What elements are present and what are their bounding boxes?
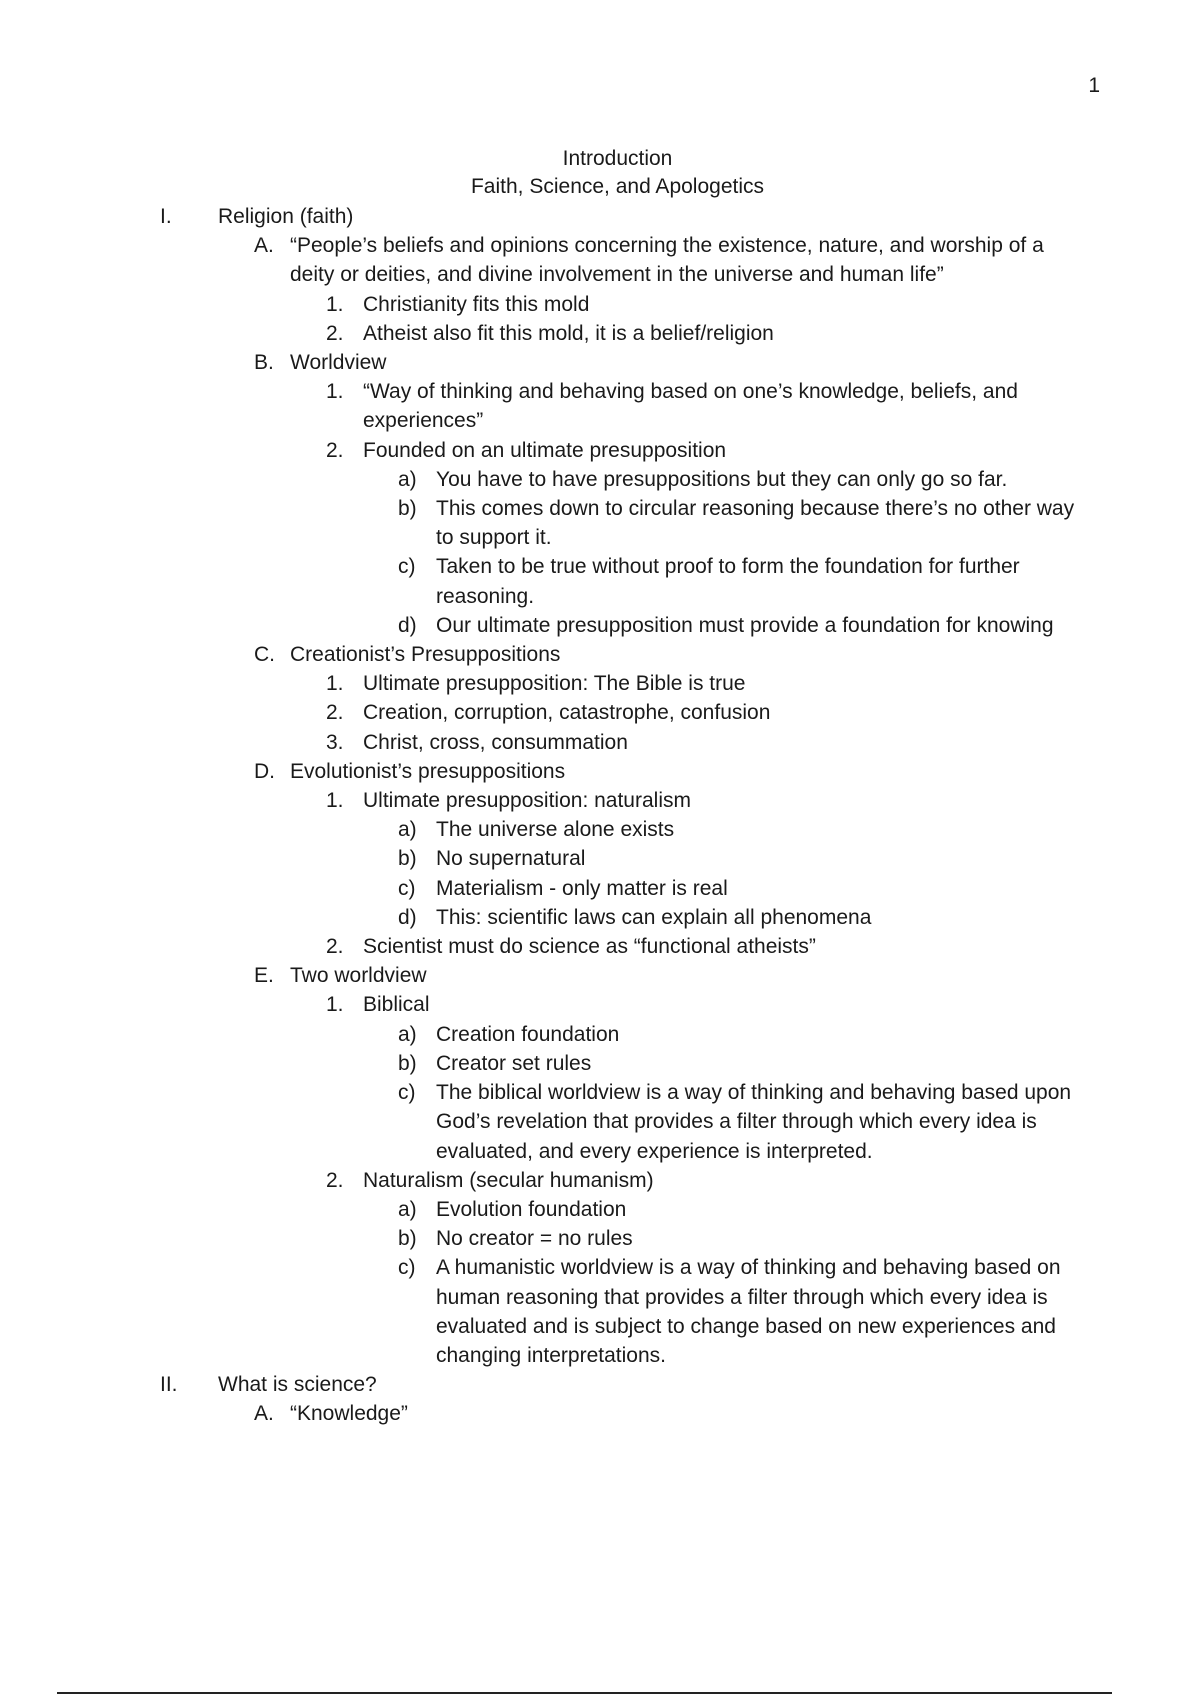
outline-text: Religion (faith) <box>218 205 354 228</box>
outline-item <box>0 231 1200 289</box>
outline-item <box>0 436 1200 465</box>
outline-text: The universe alone exists <box>436 818 675 842</box>
outline-marker: D. <box>254 759 275 783</box>
outline-list <box>0 202 1200 1429</box>
outline-text: Biblical <box>363 993 430 1017</box>
outline-text: Our ultimate presupposition must provide a foundation for knowing <box>436 613 1054 637</box>
outline-item <box>0 757 1200 786</box>
outline-text: No creator = no rules <box>436 1227 633 1251</box>
outline-item <box>0 202 1200 231</box>
outline-marker: A. <box>254 234 274 258</box>
outline-text: This comes down to circular reasoning because there’s no other way to support it. <box>436 497 1075 550</box>
outline-text: You have to have presuppositions but they can only go so far. <box>436 467 1008 491</box>
outline-item <box>0 1166 1200 1195</box>
outline-text: Creationist’s Presuppositions <box>290 643 561 667</box>
outline-item <box>0 348 1200 377</box>
outline-item <box>0 552 1200 610</box>
outline-text: Evolution foundation <box>436 1197 627 1221</box>
outline-item <box>0 874 1200 903</box>
outline-item <box>0 1370 1200 1399</box>
outline-item <box>0 1224 1200 1253</box>
outline-marker: A. <box>254 1402 274 1426</box>
outline-item <box>0 815 1200 844</box>
outline-item <box>0 1399 1200 1428</box>
outline-text: “People’s beliefs and opinions concerning the existence, nature, and worship of a deity or deities, and divine involvement in the universe and human life” <box>290 234 1044 287</box>
outline-marker: c) <box>398 1256 416 1280</box>
outline-text: Materialism - only matter is real <box>436 876 728 900</box>
outline-text: A humanistic worldview is a way of thinking and behaving based on human reasoning that provides a filter through which every idea is evaluated and is subject to change based on new experiences and changing interpretations. <box>436 1256 1061 1367</box>
outline-item <box>0 611 1200 640</box>
outline-text: Naturalism (secular humanism) <box>363 1168 654 1192</box>
outline-marker: I. <box>160 205 172 228</box>
outline-item <box>0 1078 1200 1166</box>
outline-marker: 2. <box>326 321 344 345</box>
outline-text: Founded on an ultimate presupposition <box>363 438 727 462</box>
outline-item <box>0 377 1200 435</box>
outline-item <box>0 786 1200 815</box>
outline-item <box>0 1049 1200 1078</box>
outline-text: The biblical worldview is a way of thinking and behaving based upon God’s revelation that provides a filter through which every idea is evaluated, and every experience is interpreted. <box>436 1081 1072 1163</box>
outline-marker: a) <box>398 818 417 842</box>
outline-marker: B. <box>254 351 274 375</box>
outline-text: Scientist must do science as “functional atheists” <box>363 935 816 959</box>
outline-marker: 1. <box>326 380 344 404</box>
outline-marker: d) <box>398 905 417 929</box>
outline-marker: a) <box>398 467 417 491</box>
outline-item <box>0 961 1200 990</box>
outline-item <box>0 465 1200 494</box>
page-title: Introduction <box>562 147 673 170</box>
outline-marker: c) <box>398 1081 416 1105</box>
outline-text: Christ, cross, consummation <box>363 730 628 754</box>
outline-text: This: scientific laws can explain all phenomena <box>436 905 872 929</box>
outline-marker: 2. <box>326 935 344 959</box>
outline-text: Christianity fits this mold <box>363 292 590 316</box>
outline-item <box>0 319 1200 348</box>
outline-marker: 1. <box>326 993 344 1017</box>
outline-marker: 2. <box>326 701 344 725</box>
outline-marker: 1. <box>326 292 344 316</box>
outline-item <box>0 1195 1200 1224</box>
title-block <box>0 145 1200 201</box>
outline-marker: 2. <box>326 438 344 462</box>
outline-marker: 1. <box>326 789 344 813</box>
outline-marker: C. <box>254 643 275 667</box>
outline-text: “Way of thinking and behaving based on one’s knowledge, beliefs, and experiences” <box>363 380 1018 433</box>
outline-marker: d) <box>398 613 417 637</box>
outline-marker: 2. <box>326 1168 344 1192</box>
outline-text: Worldview <box>290 351 387 375</box>
outline-item <box>0 1020 1200 1049</box>
outline-marker: E. <box>254 964 274 988</box>
outline-item <box>0 669 1200 698</box>
outline-marker: a) <box>398 1022 417 1046</box>
outline-item <box>0 844 1200 873</box>
outline-text: “Knowledge” <box>290 1402 408 1426</box>
outline-item <box>0 698 1200 727</box>
outline-text: Taken to be true without proof to form the foundation for further reasoning. <box>436 555 1020 608</box>
outline-text: Evolutionist’s presuppositions <box>290 759 566 783</box>
outline-marker: a) <box>398 1197 417 1221</box>
outline-text: What is science? <box>218 1373 377 1397</box>
outline-text: Creation, corruption, catastrophe, confusion <box>363 701 771 725</box>
outline-item <box>0 932 1200 961</box>
outline-marker: 3. <box>326 730 344 754</box>
outline-marker: b) <box>398 847 417 871</box>
outline-item <box>0 728 1200 757</box>
outline-item <box>0 990 1200 1019</box>
outline-text: Atheist also fit this mold, it is a belief/religion <box>363 321 774 345</box>
outline-marker: b) <box>398 1051 417 1075</box>
outline-text: Creator set rules <box>436 1051 592 1075</box>
outline-marker: 1. <box>326 672 344 696</box>
outline-item <box>0 494 1200 552</box>
page-subtitle: Faith, Science, and Apologetics <box>470 175 764 198</box>
outline-marker: b) <box>398 497 417 521</box>
outline-text: No supernatural <box>436 847 586 871</box>
outline-item <box>0 1253 1200 1370</box>
page-number: 1 <box>1088 74 1100 97</box>
outline-text: Ultimate presupposition: The Bible is true <box>363 672 746 696</box>
outline-text: Ultimate presupposition: naturalism <box>363 789 691 813</box>
outline-marker: c) <box>398 876 416 900</box>
footer-divider <box>57 1692 1112 1694</box>
outline-marker: II. <box>160 1373 178 1397</box>
outline-marker: c) <box>398 555 416 579</box>
outline-marker: b) <box>398 1227 417 1251</box>
outline-text: Two worldview <box>290 964 427 988</box>
outline-text: Creation foundation <box>436 1022 620 1046</box>
outline-item <box>0 903 1200 932</box>
outline-item <box>0 290 1200 319</box>
outline-item <box>0 640 1200 669</box>
